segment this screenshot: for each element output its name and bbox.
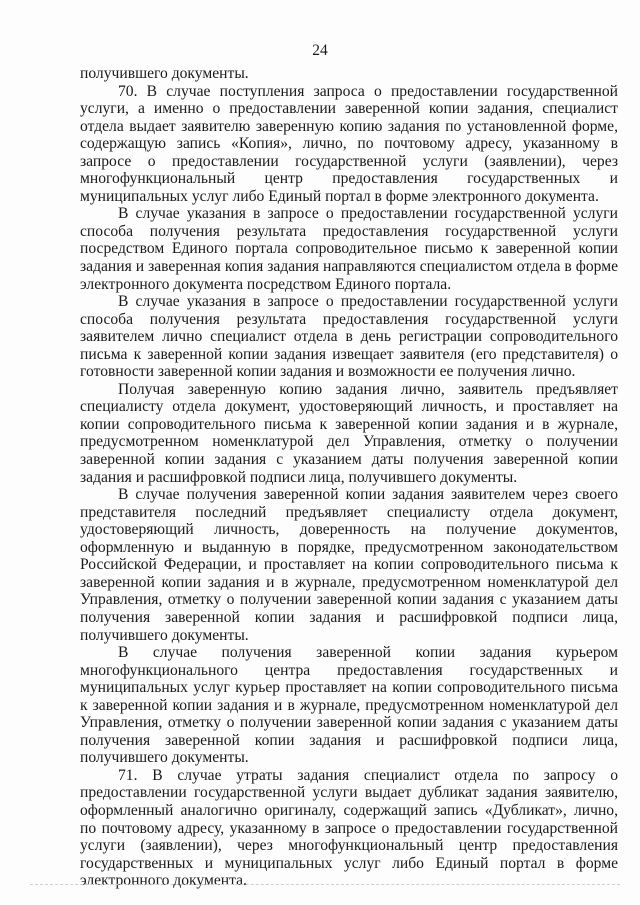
paragraph-courier-receipt: В случае получения заверенной копии задания курьером многофункционального центра предоставления государственных и муниципальных услуг курьер проставляет на копии сопроводительного письма к заверенной копии задания и в журнале, предусмотренном номенклатурой дел Управления, отметку о получении заверенной копии задания с указанием даты получения заверенной копии задания и расшифровкой подписи лица, получившего документы.	[80, 644, 618, 767]
paragraph-continuation: получившего документы.	[80, 65, 249, 82]
paragraph-item-71: 71. В случае утраты задания специалист отдела по запросу о предоставлении государственной услуги выдает дубликат задания заявителю, оформленный аналогично оригиналу, содержащий запись «Дубликат», лично, по почтовому адресу, указанному в запросе о предоставлении государственной услуги (заявлении), через многофункциональный центр предоставления государственных и муниципальных услуг либо Единый портал в форме электронного документа.	[80, 766, 618, 890]
page-number: 24	[312, 42, 328, 59]
paragraph-portal-delivery: В случае указания в запросе о предоставлении государственной услуги способа получения результата предоставления государственной услуги посредством Единого портала сопроводительное письмо к заверенной копии задания и заверенная копия задания направляются специалистом отдела в форме электронного документа посредством Единого портала.	[80, 205, 618, 293]
document-body	[80, 65, 618, 890]
paragraph-representative-receipt: В случае получения заверенной копии задания заявителем через своего представителя последний предъявляет специалисту отдела документ, удостоверяющий личность, доверенность на получение документов, оформленную и выданную в порядке, предусмотренном законодательством Российской Федерации, и проставляет на копии сопроводительного письма к заверенной копии задания и в журнале, предусмотренном номенклатурой дел Управления, отметку о получении заверенной копии задания с указанием даты получения заверенной копии задания и расшифровкой подписи лица, получившего документы.	[80, 486, 618, 644]
paragraph-item-70: 70. В случае поступления запроса о предоставлении государственной услуги, а именно о предоставлении заверенной копии задания, специалист отдела выдает заявителю заверенную копию задания по установленной форме, содержащую запись «Копия», лично, по почтовому адресу, указанному в запросе о предоставлении государственной услуги (заявлении), через многофункциональный центр предоставления государственных и муниципальных услуг либо Единый портал в форме электронного документа.	[80, 82, 618, 205]
paragraph-personal-receipt: Получая заверенную копию задания лично, заявитель предъявляет специалисту отдела документ, удостоверяющий личность, и проставляет на копии сопроводительного письма к заверенной копии задания и в журнале, предусмотренном номенклатурой дел Управления, отметку о получении заверенной копии задания с указанием даты получения заверенной копии задания и расшифровкой подписи лица, получившего документы.	[80, 380, 618, 486]
scan-bottom-edge	[30, 884, 620, 885]
paragraph-personal-delivery-notice: В случае указания в запросе о предоставлении государственной услуги способа получения результата предоставления государственной услуги заявителем лично специалист отдела в день регистрации сопроводительного письма к заверенной копии задания извещает заявителя (его представителя) о готовности заверенной копии задания и возможности ее получения лично.	[80, 293, 618, 381]
